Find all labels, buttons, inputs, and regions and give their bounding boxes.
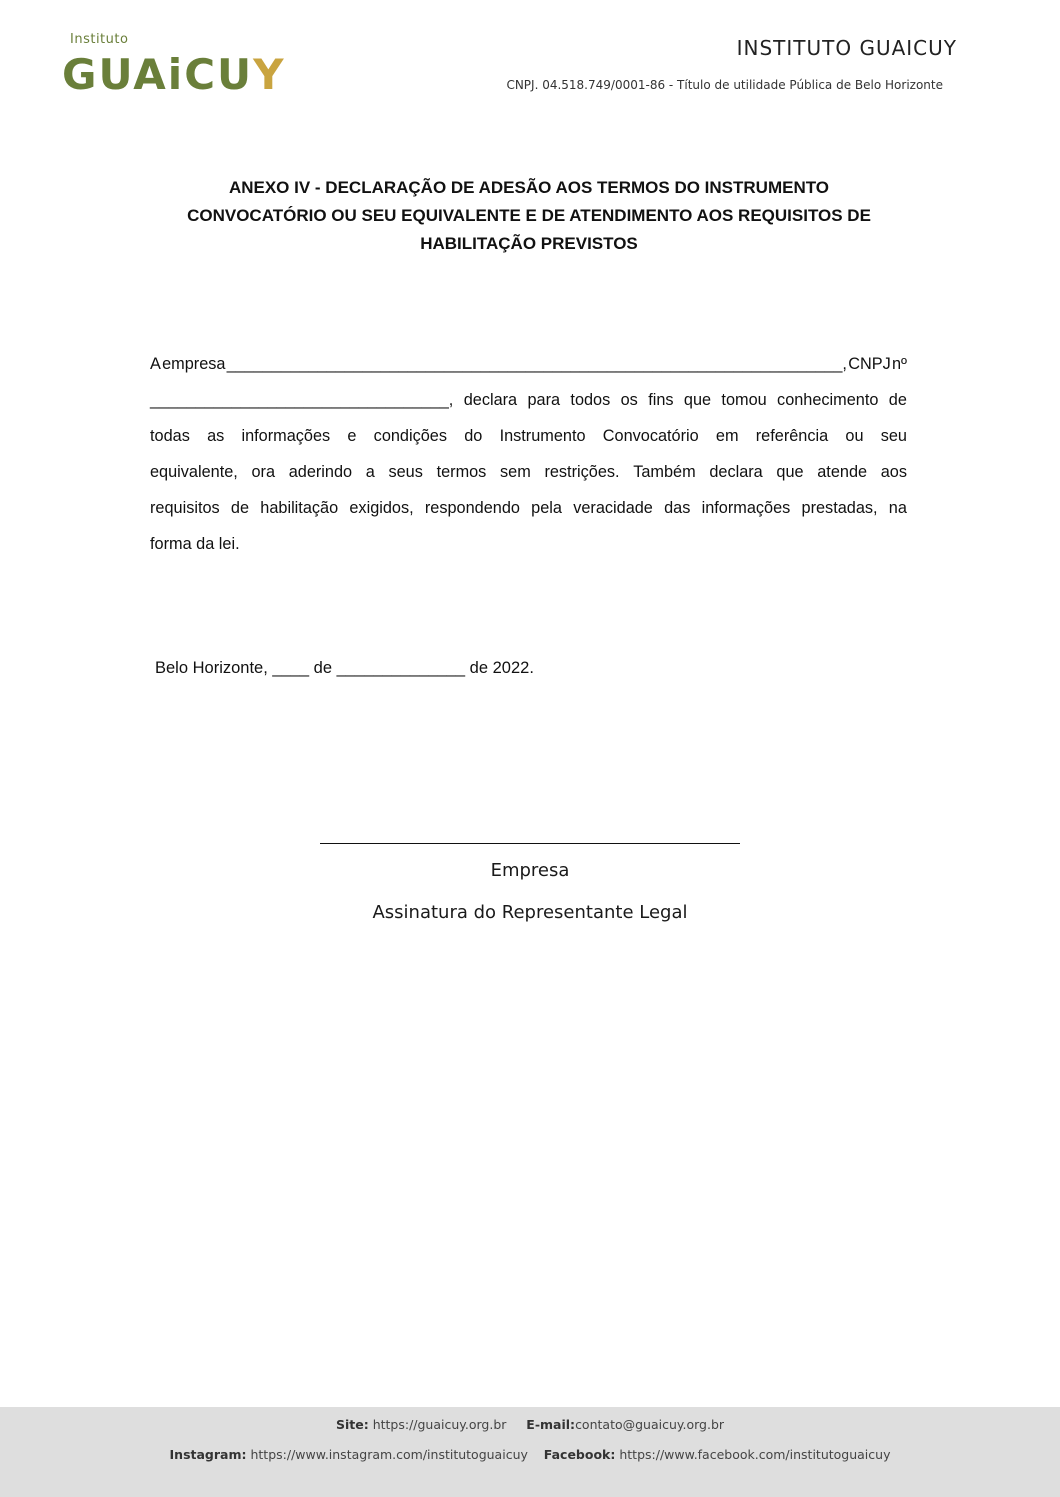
body-word: que <box>776 463 804 481</box>
body-word: aos <box>880 463 907 481</box>
title-line: HABILITAÇÃO PREVISTOS <box>420 234 638 253</box>
body-word: restrições. <box>544 463 620 481</box>
logo-small-text: Instituto <box>70 32 129 47</box>
guaicuy-logo <box>62 32 347 104</box>
body-word: declara <box>463 391 518 409</box>
body-word: de <box>230 499 250 517</box>
body-word: tomou <box>721 391 767 409</box>
footer-line-2 <box>0 1447 1060 1462</box>
body-word: habilitação <box>260 499 339 517</box>
body-word: para <box>527 391 561 409</box>
body-word: das <box>664 499 691 517</box>
footer-site-link[interactable]: https://guaicuy.org.br <box>372 1417 507 1432</box>
body-word: sem <box>500 463 531 481</box>
body-word: que <box>683 391 712 409</box>
body-word: referência <box>755 427 829 445</box>
footer-line-1 <box>0 1417 1060 1432</box>
org-subtitle: CNPJ. 04.518.749/0001-86 - Título de utilidade Pública de Belo Horizonte <box>506 78 943 92</box>
body-word: e <box>347 427 357 445</box>
org-name: INSTITUTO GUAICUY <box>736 36 957 60</box>
body-word: em <box>715 427 739 445</box>
body-word: respondendo <box>424 499 520 517</box>
body-word: fins <box>648 391 674 409</box>
body-word: declara <box>709 463 763 481</box>
footer-facebook-label: Facebook: <box>543 1447 616 1462</box>
body-word: empresa <box>162 355 226 373</box>
body-word: conhecimento <box>777 391 879 409</box>
footer-site-label: Site: <box>335 1417 369 1432</box>
body-word: ou <box>845 427 864 445</box>
footer-instagram-label: Instagram: <box>169 1447 247 1462</box>
logo-y-letter: Y <box>253 50 286 99</box>
date-line: Belo Horizonte, ____ de ______________ de 2022. <box>155 659 534 677</box>
body-word: _________________________________, <box>150 391 454 409</box>
body-word: os <box>620 391 638 409</box>
footer-email-link[interactable]: contato@guaicuy.org.br <box>575 1417 725 1432</box>
body-word: Convocatório <box>602 427 699 445</box>
body-word: Também <box>633 463 696 481</box>
body-word: de <box>888 391 907 409</box>
footer-instagram-link[interactable]: https://www.instagram.com/institutoguaicuy <box>250 1447 528 1462</box>
body-word: na <box>888 499 907 517</box>
body-word: Instrumento <box>499 427 586 445</box>
body-word: seus <box>388 463 423 481</box>
body-word: as <box>207 427 225 445</box>
body-word: ____________________________________________________________________, <box>226 355 847 373</box>
body-word: atende <box>817 463 868 481</box>
body-word: todas <box>150 427 190 445</box>
body-word: prestadas, <box>801 499 878 517</box>
logo-big-text <box>62 50 286 99</box>
body-line <box>150 346 907 382</box>
body-word: informações <box>701 499 791 517</box>
body-line <box>150 454 907 490</box>
body-word: equivalente, <box>150 463 238 481</box>
body-word: termos <box>436 463 487 481</box>
footer-facebook-link[interactable]: https://www.facebook.com/institutoguaicuy <box>619 1447 891 1462</box>
signature-company-label: Empresa <box>490 860 570 881</box>
page-footer <box>0 1407 1060 1497</box>
declaration-body <box>150 346 907 562</box>
body-word: todos <box>570 391 611 409</box>
body-line <box>150 490 907 526</box>
body-line <box>150 418 907 454</box>
body-word: ora <box>251 463 276 481</box>
signature-representative-label: Assinatura do Representante Legal <box>372 902 688 923</box>
document-title <box>150 174 908 258</box>
body-word: do <box>464 427 483 445</box>
body-word: veracidade <box>573 499 653 517</box>
signature-line: __________________________________________________ <box>320 828 740 845</box>
body-word: pela <box>531 499 562 517</box>
body-word: aderindo <box>288 463 353 481</box>
body-word: A <box>150 355 161 373</box>
body-word: seu <box>880 427 907 445</box>
body-line <box>150 382 907 418</box>
logo-word: GUAiCU <box>62 50 254 99</box>
title-line: CONVOCATÓRIO OU SEU EQUIVALENTE E DE ATENDIMENTO AOS REQUISITOS DE <box>187 206 871 225</box>
body-word: condições <box>373 427 447 445</box>
title-line: ANEXO IV - DECLARAÇÃO DE ADESÃO AOS TERMOS DO INSTRUMENTO <box>228 178 830 197</box>
body-word: requisitos <box>150 499 220 517</box>
body-line-last: forma da lei. <box>150 535 240 553</box>
body-word: exigidos, <box>349 499 414 517</box>
body-word: CNPJ <box>848 355 891 373</box>
footer-email-label: E-mail: <box>526 1417 576 1432</box>
body-word: nº <box>891 355 907 373</box>
body-word: informações <box>241 427 331 445</box>
body-word: a <box>365 463 375 481</box>
